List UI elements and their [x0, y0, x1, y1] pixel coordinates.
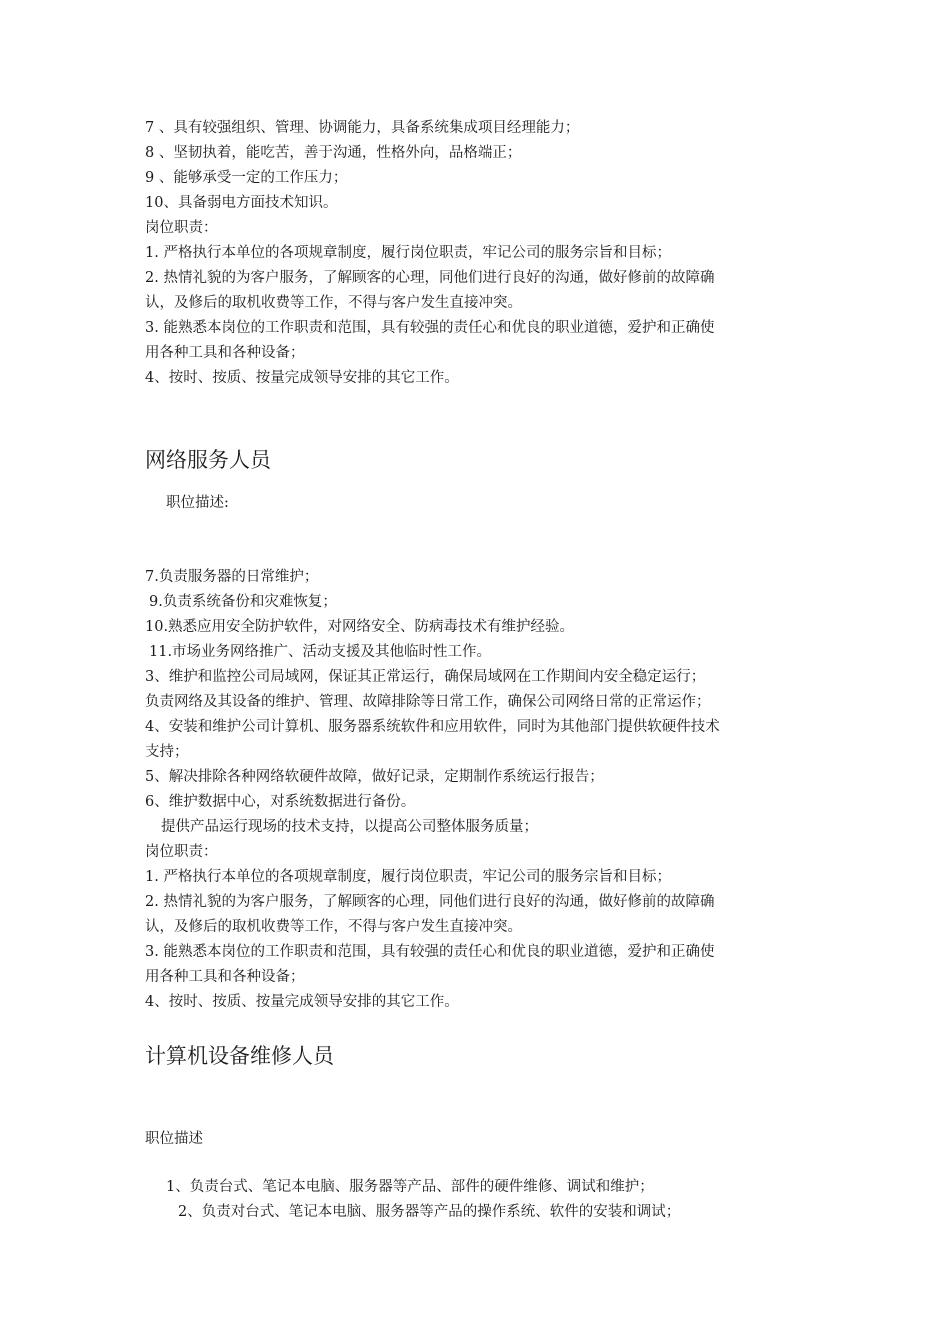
- text-line: 用各种工具和各种设备；: [145, 969, 305, 985]
- text-line: 10.熟悉应用安全防护软件，对网络安全、防病毒技术有维护经验。: [145, 619, 575, 635]
- section-subtitle-network: 职位描述:: [166, 495, 229, 511]
- text-line: 3. 能熟悉本岗位的工作职责和范围，具有较强的责任心和优良的职业道德，爱护和正确使: [145, 944, 715, 960]
- text-line: 2. 热情礼貌的为客户服务，了解顾客的心理，同他们进行良好的沟通，做好修前的故障确: [145, 270, 715, 286]
- text-line: 11.市场业务网络推广、活动支援及其他临时性工作。: [149, 644, 492, 660]
- text-line: 7 、具有较强组织、管理、协调能力，具备系统集成项目经理能力；: [145, 120, 580, 136]
- section-label: 岗位职责：: [145, 220, 218, 236]
- text-line: 认，及修后的取机收费等工作，不得与客户发生直接冲突。: [145, 919, 522, 935]
- text-line: 8 、坚韧执着，能吃苦，善于沟通，性格外向，品格端正；: [145, 145, 522, 161]
- text-line: 9.负责系统备份和灾难恢复；: [149, 594, 337, 610]
- text-line: 1. 严格执行本单位的各项规章制度，履行岗位职责，牢记公司的服务宗旨和目标；: [145, 869, 671, 885]
- section-heading-repair: 计算机设备维修人员: [145, 1044, 334, 1068]
- text-line: 2. 热情礼貌的为客户服务，了解顾客的心理，同他们进行良好的沟通，做好修前的故障确: [145, 894, 715, 910]
- text-line: 7.负责服务器的日常维护；: [145, 569, 319, 585]
- text-line: 认，及修后的取机收费等工作，不得与客户发生直接冲突。: [145, 295, 522, 311]
- text-line: 1、负责台式、笔记本电脑、服务器等产品、部件的硬件维修、调试和维护；: [166, 1179, 654, 1195]
- text-line: 1. 严格执行本单位的各项规章制度，履行岗位职责，牢记公司的服务宗旨和目标；: [145, 245, 671, 261]
- text-line: 9 、能够承受一定的工作压力；: [145, 170, 348, 186]
- text-line: 3、维护和监控公司局域网，保证其正常运行，确保局域网在工作期间内安全稳定运行；: [145, 669, 706, 685]
- section-heading-network: 网络服务人员: [145, 448, 271, 472]
- text-line: 4、按时、按质、按量完成领导安排的其它工作。: [145, 370, 459, 386]
- text-line: 4、安装和维护公司计算机、服务器系统软件和应用软件，同时为其他部门提供软硬件技术: [145, 719, 720, 735]
- text-line: 10、具备弱电方面技术知识。: [145, 195, 338, 211]
- text-line: 支持；: [145, 744, 189, 760]
- section-subtitle-repair: 职位描述: [145, 1131, 203, 1147]
- text-line: 2、负责对台式、笔记本电脑、服务器等产品的操作系统、软件的安装和调试；: [178, 1204, 681, 1220]
- text-line: 5、解决排除各种网络软硬件故障，做好记录，定期制作系统运行报告；: [145, 769, 604, 785]
- text-line: 3. 能熟悉本岗位的工作职责和范围，具有较强的责任心和优良的职业道德，爱护和正确使: [145, 320, 715, 336]
- text-line: 负责网络及其设备的维护、管理、故障排除等日常工作，确保公司网络日常的正常运作；: [145, 694, 711, 710]
- text-line: 6、维护数据中心，对系统数据进行备份。: [145, 794, 416, 810]
- text-line: 用各种工具和各种设备；: [145, 345, 305, 361]
- text-line: 提供产品运行现场的技术支持，以提高公司整体服务质量；: [161, 819, 538, 835]
- section-label: 岗位职责：: [145, 844, 218, 860]
- text-line: 4、按时、按质、按量完成领导安排的其它工作。: [145, 994, 459, 1010]
